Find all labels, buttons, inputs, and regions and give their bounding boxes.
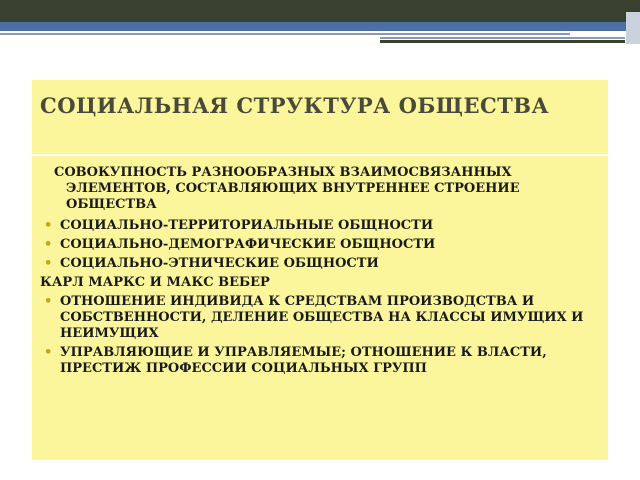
decor-line <box>380 37 625 39</box>
bullet-icon: • <box>44 256 53 271</box>
slide-title: СОЦИАЛЬНАЯ СТРУКТУРА ОБЩЕСТВА <box>40 93 550 118</box>
list-item-text: СОЦИАЛЬНО-ЭТНИЧЕСКИЕ ОБЩНОСТИ <box>60 256 379 271</box>
list-item <box>40 218 600 234</box>
decor-edge <box>626 12 640 44</box>
list-item-text: УПРАВЛЯЮЩИЕ И УПРАВЛЯЕМЫЕ; ОТНОШЕНИЕ К ВЛАСТИ, ПРЕСТИЖ ПРОФЕССИИ СОЦИАЛЬНЫХ ГРУПП <box>60 345 547 376</box>
list-item-text: СОЦИАЛЬНО-ТЕРРИТОРИАЛЬНЫЕ ОБЩНОСТИ <box>60 218 434 233</box>
list-item-text: ОТНОШЕНИЕ ИНДИВИДА К СРЕДСТВАМ ПРОИЗВОДСТВА И СОБСТВЕННОСТИ, ДЕЛЕНИЕ ОБЩЕСТВА НА КЛАССЫ ИМУЩИХ И НЕИМУЩИХ <box>60 294 584 341</box>
theories-list <box>40 294 600 377</box>
authors-heading: КАРЛ МАРКС И МАКС ВЕБЕР <box>40 275 270 290</box>
title-box <box>32 80 608 154</box>
list-item <box>40 345 600 377</box>
content-box <box>32 156 608 460</box>
bullet-icon: • <box>44 294 53 309</box>
header-blue-band <box>0 22 640 31</box>
decor-line <box>380 40 625 43</box>
decor-line <box>0 33 570 35</box>
list-item-text: СОЦИАЛЬНО-ДЕМОГРАФИЧЕСКИЕ ОБЩНОСТИ <box>60 237 436 252</box>
bullet-icon: • <box>44 237 53 252</box>
list-item <box>40 256 600 272</box>
bullet-icon: • <box>44 218 53 233</box>
communities-list <box>40 218 600 272</box>
list-item <box>40 294 600 342</box>
list-item <box>40 237 600 253</box>
bullet-icon: • <box>44 345 53 360</box>
definition-text: СОВОКУПНОСТЬ РАЗНООБРАЗНЫХ ВЗАИМОСВЯЗАННЫХ ЭЛЕМЕНТОВ, СОСТАВЛЯЮЩИХ ВНУТРЕННЕЕ СТРОЕНИЕ ОБЩЕСТВА <box>54 165 520 212</box>
header-dark-band <box>0 0 640 22</box>
